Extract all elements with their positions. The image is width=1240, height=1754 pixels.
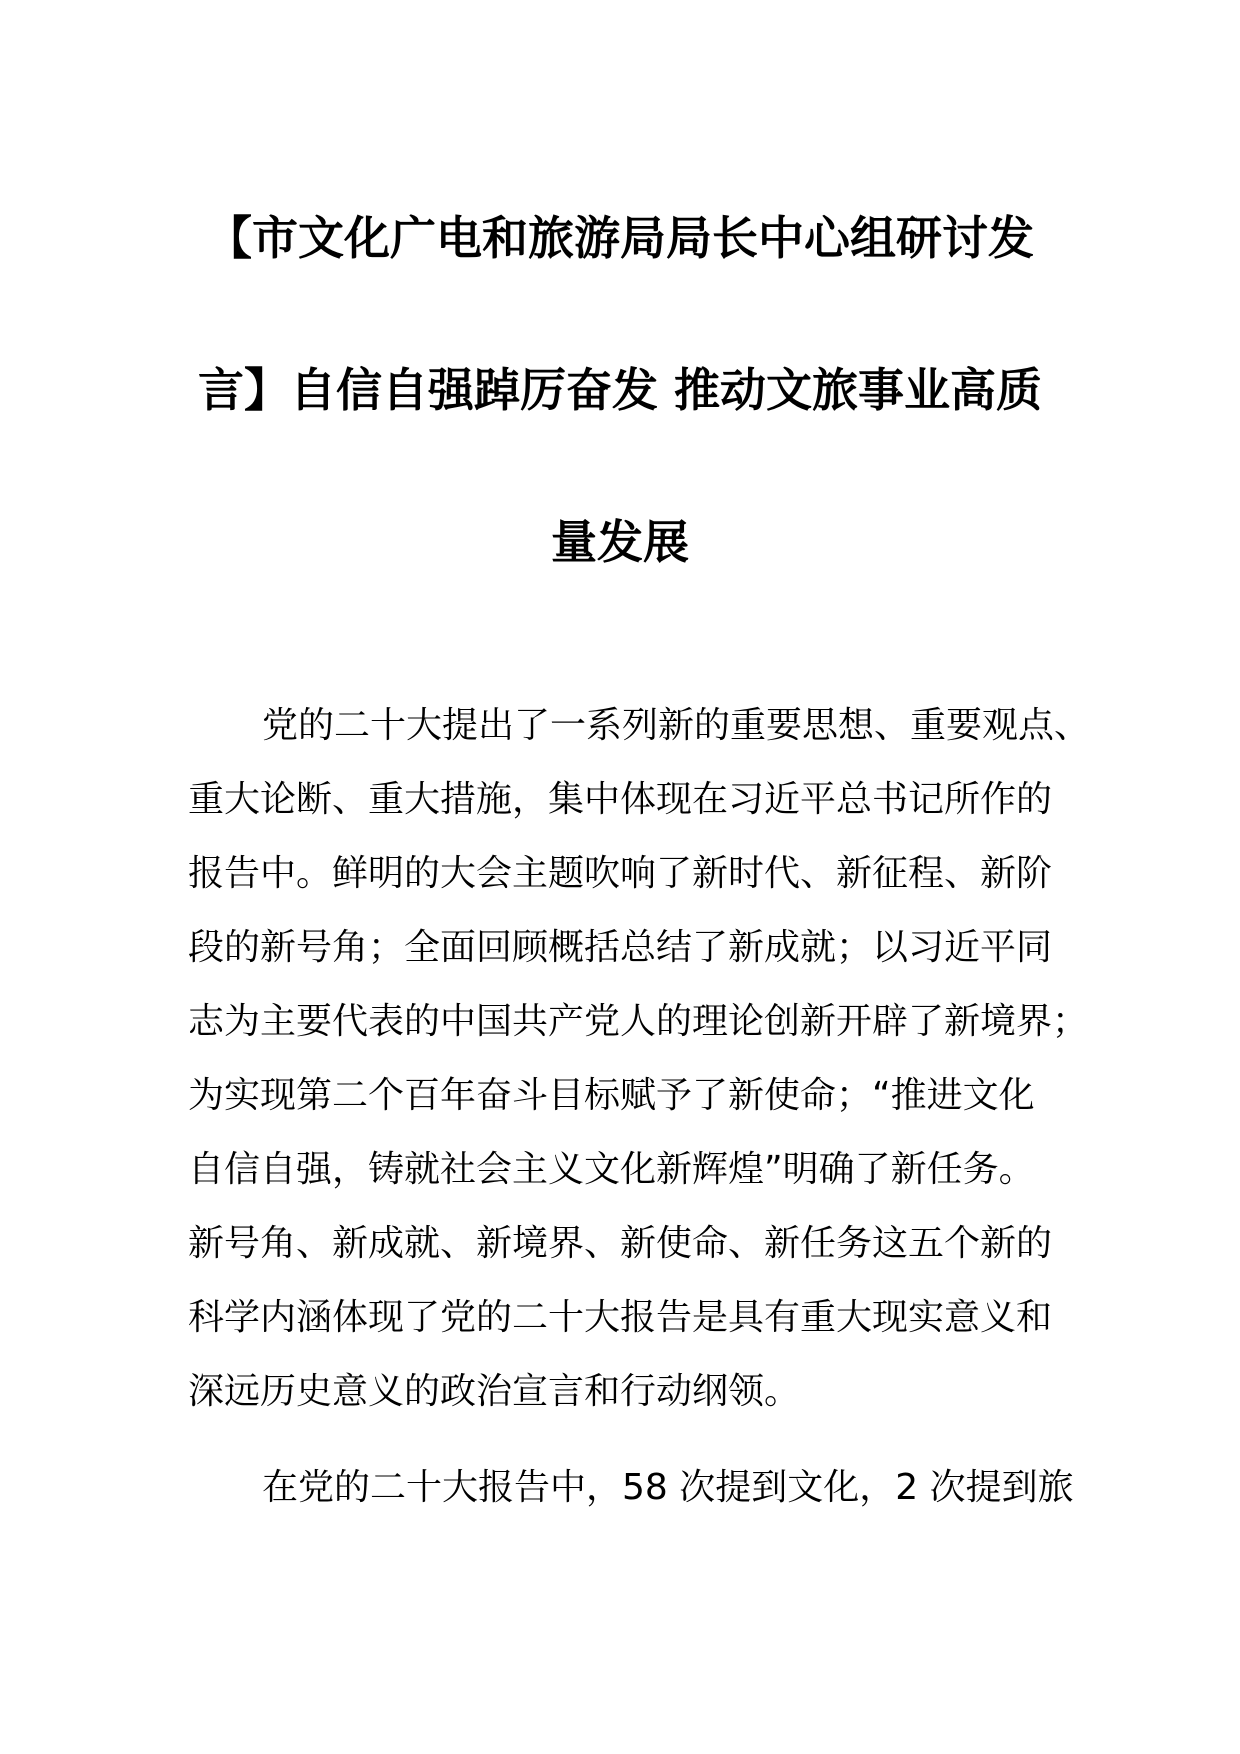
paragraph-1-line-5: 志为主要代表的中国共产党人的理论创新开辟了新境界； xyxy=(188,1001,1089,1042)
document-title-line-3: 量发展 xyxy=(551,515,689,569)
paragraph-1-line-8: 新号角、新成就、新境界、新使命、新任务这五个新的 xyxy=(188,1223,1053,1264)
paragraph-1-line-9: 科学内涵体现了党的二十大报告是具有重大现实意义和 xyxy=(188,1297,1053,1338)
paragraph-1-line-3: 报告中。鲜明的大会主题吹响了新时代、新征程、新阶 xyxy=(188,853,1053,894)
paragraph-1-line-4: 段的新号角；全面回顾概括总结了新成就；以习近平同 xyxy=(188,927,1053,968)
document-title-line-2: 言】自信自强踔厉奋发 推动文旅事业高质 xyxy=(197,363,1042,417)
paragraph-1-line-2: 重大论断、重大措施，集中体现在习近平总书记所作的 xyxy=(188,779,1053,820)
paragraph-1-line-1: 党的二十大提出了一系列新的重要思想、重要观点、 xyxy=(262,705,1091,746)
paragraph-1-line-7: 自信自强，铸就社会主义文化新辉煌”明确了新任务。 xyxy=(188,1149,1035,1190)
paragraph-2-line-1: 在党的二十大报告中，58 次提到文化，2 次提到旅 xyxy=(262,1467,1074,1508)
paragraph-1-line-10: 深远历史意义的政治宣言和行动纲领。 xyxy=(188,1371,801,1412)
paragraph-1-line-6: 为实现第二个百年奋斗目标赋予了新使命；“推进文化 xyxy=(188,1075,1035,1116)
document-title-line-1: 【市文化广电和旅游局局长中心组研讨发 xyxy=(206,211,1034,265)
